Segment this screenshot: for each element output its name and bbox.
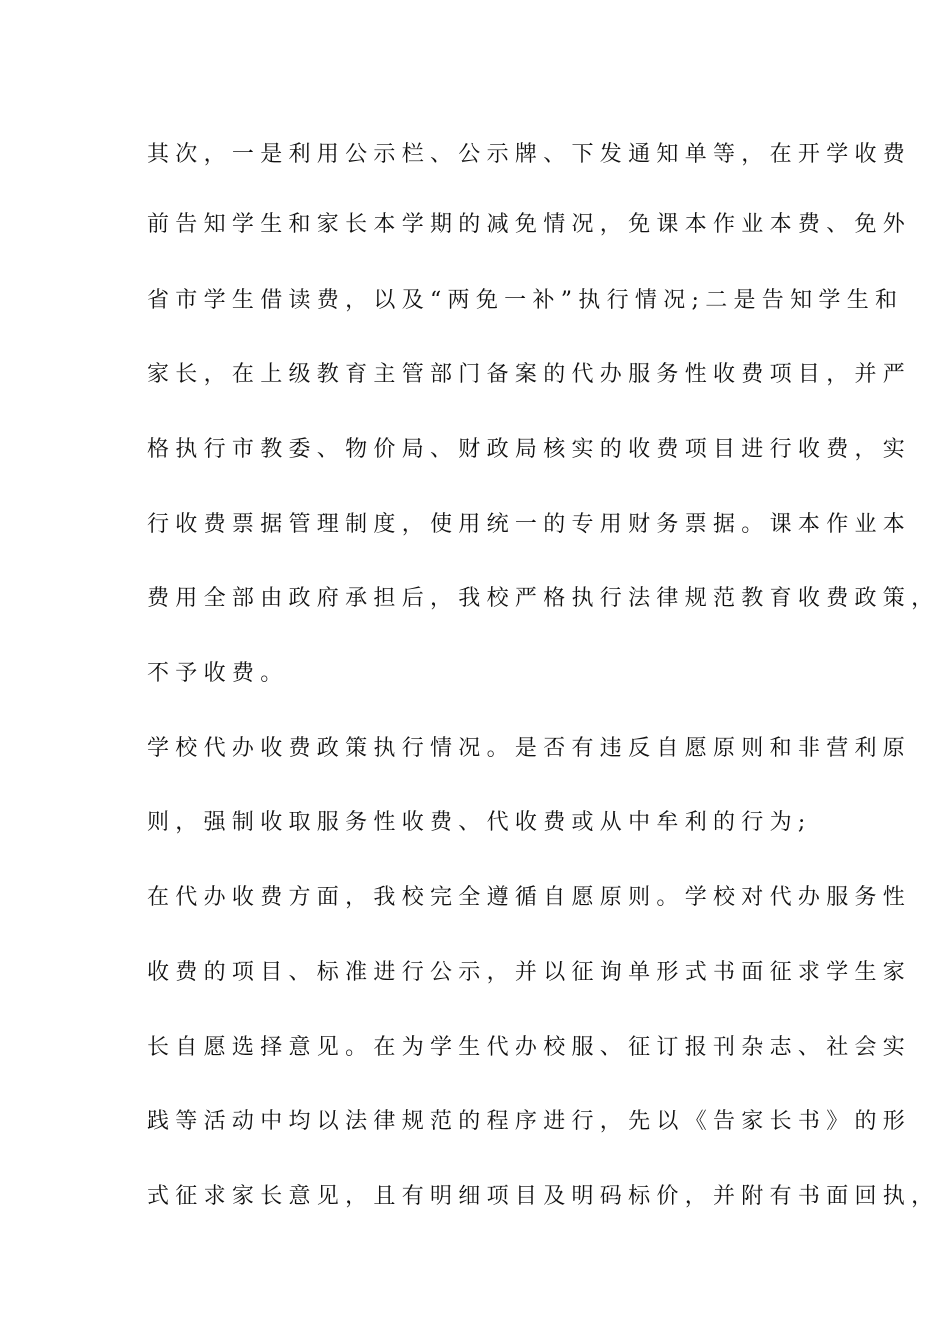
text-line: 长自愿选择意见。在为学生代办校服、征订报刊杂志、社会实 xyxy=(147,1035,912,1060)
text-line: 家长，在上级教育主管部门备案的代办服务性收费项目，并严 xyxy=(147,362,912,387)
text-line: 其次，一是利用公示栏、公示牌、下发通知单等，在开学收费 xyxy=(147,142,912,167)
text-line: 前告知学生和家长本学期的减免情况，免课本作业本费、免外 xyxy=(147,212,912,237)
text-line: 在代办收费方面，我校完全遵循自愿原则。学校对代办服务性 xyxy=(147,885,912,910)
text-line: 学校代办收费政策执行情况。是否有违反自愿原则和非营利原 xyxy=(147,736,912,761)
text-line: 费用全部由政府承担后，我校严格执行法律规范教育收费政策， xyxy=(147,586,940,611)
text-line: 格执行市教委、物价局、财政局核实的收费项目进行收费，实 xyxy=(147,437,912,462)
text-line: 行收费票据管理制度，使用统一的专用财务票据。课本作业本 xyxy=(147,512,912,537)
text-line: 式征求家长意见，且有明细项目及明码标价，并附有书面回执， xyxy=(147,1184,940,1209)
text-line: 收费的项目、标准进行公示，并以征询单形式书面征求学生家 xyxy=(147,960,912,985)
text-line: 则，强制收取服务性收费、代收费或从中牟利的行为; xyxy=(147,810,812,835)
text-line: 省市学生借读费，以及“两免一补”执行情况;二是告知学生和 xyxy=(147,288,904,313)
text-line: 不予收费。 xyxy=(147,661,289,686)
text-line: 践等活动中均以法律规范的程序进行，先以《告家长书》的形 xyxy=(147,1109,912,1134)
